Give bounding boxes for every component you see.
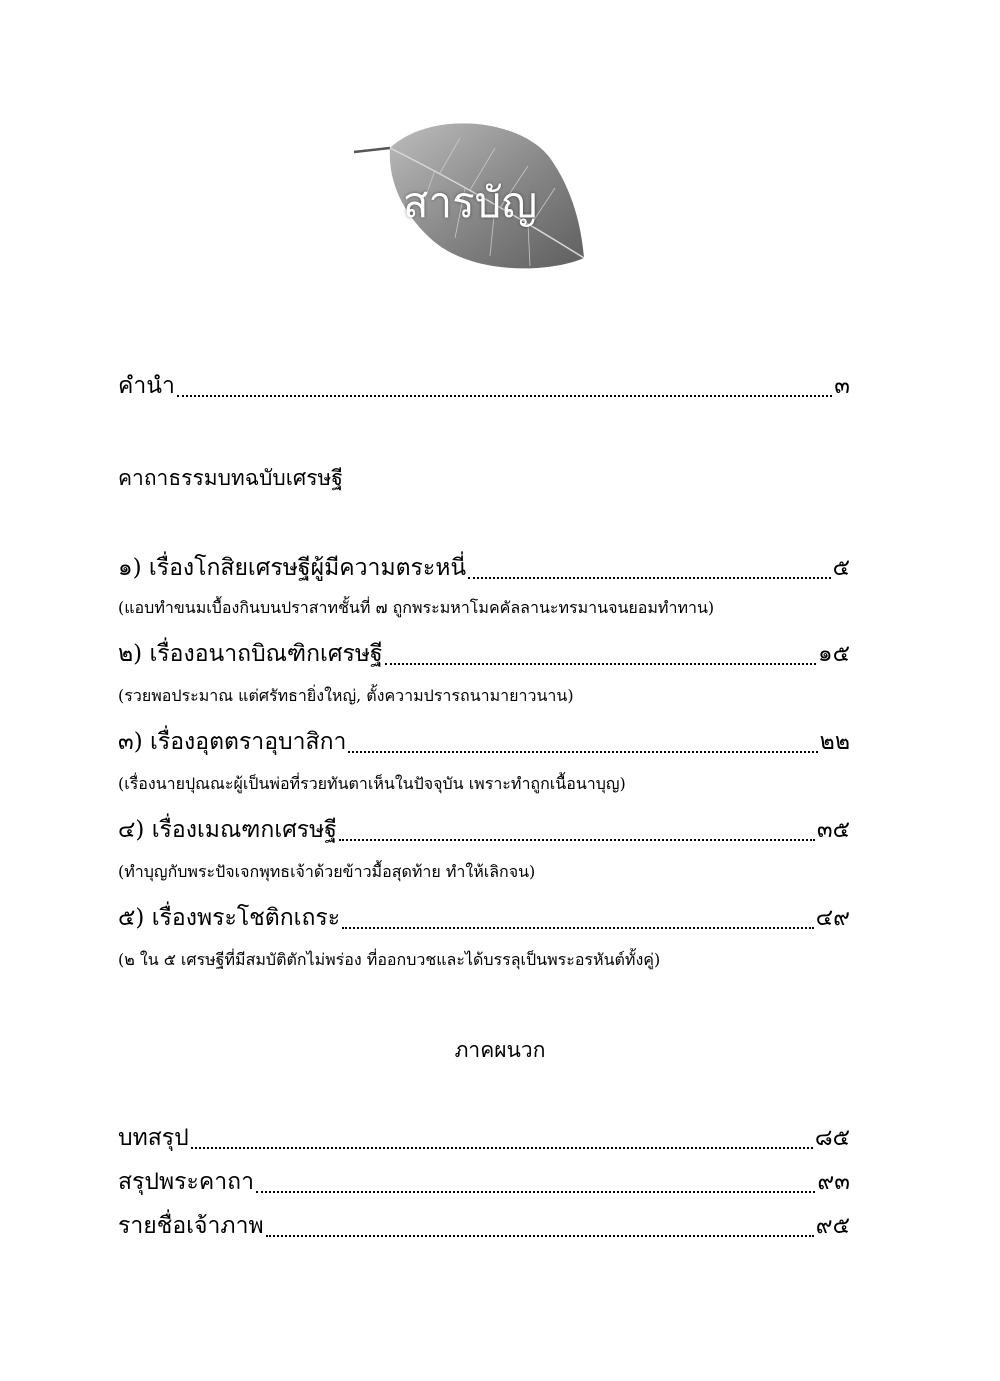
toc-page: ๑๕ xyxy=(817,641,850,667)
toc-label: รายชื่อเจ้าภาพ xyxy=(118,1213,264,1239)
toc-chapter-3[interactable] xyxy=(118,724,850,760)
toc-note-5: (๒ ใน ๕ เศรษฐีที่มีสมบัติตักไม่พร่อง ที่ออกบวชและได้บรรลุเป็นพระอรหันต์ทั้งคู่) xyxy=(118,950,661,969)
toc-chapter-2[interactable] xyxy=(118,636,850,672)
header-leaf xyxy=(350,118,590,278)
dot-leader xyxy=(266,1234,814,1237)
toc-label: ๔) เรื่องเมณฑกเศรษฐี xyxy=(118,817,337,843)
toc-note-3: (เรื่องนายปุณณะผู้เป็นพ่อที่รวยทันตาเห็นในปัจจุบัน เพราะทำถูกเนื้อนาบุญ) xyxy=(118,774,626,793)
dot-leader xyxy=(348,750,817,753)
toc-label: ๕) เรื่องพระโชติกเถระ xyxy=(118,905,341,931)
dot-leader xyxy=(468,576,830,579)
toc-chapter-4[interactable] xyxy=(118,812,850,848)
toc-page: ๒๒ xyxy=(819,729,850,755)
toc-page: ๓๕ xyxy=(816,817,850,843)
dot-leader xyxy=(385,662,816,665)
dot-leader xyxy=(339,838,815,841)
toc-note-4: (ทำบุญกับพระปัจเจกพุทธเจ้าด้วยข้าวมื้อสุดท้าย ทำให้เลิกจน) xyxy=(118,862,536,881)
toc-appendix-1[interactable] xyxy=(118,1120,850,1156)
toc-page: ๔๙ xyxy=(815,905,850,931)
toc-appendix-2[interactable] xyxy=(118,1164,850,1200)
toc-label: สรุปพระคาถา xyxy=(118,1169,255,1195)
dot-leader xyxy=(256,1190,815,1193)
toc-label: ๑) เรื่องโกสิยเศรษฐีผู้มีความตระหนี่ xyxy=(118,555,467,581)
toc-intro[interactable] xyxy=(118,368,850,404)
toc-chapter-5[interactable] xyxy=(118,900,850,936)
toc-page: ๕ xyxy=(832,555,850,581)
dot-leader xyxy=(191,1146,813,1149)
toc-appendix-3[interactable] xyxy=(118,1208,850,1244)
toc-page: ๘๕ xyxy=(814,1125,850,1151)
toc-label: ๒) เรื่องอนาถบิณฑิกเศรษฐี xyxy=(118,641,383,667)
page-title: สารบัญ xyxy=(402,178,538,227)
toc-note-1: (แอบทำขนมเบื้องกินบนปราสาทชั้นที่ ๗ ถูกพระมหาโมคคัลลานะทรมานจนยอมทำทาน) xyxy=(118,598,715,617)
toc-label: ๓) เรื่องอุตตราอุบาสิกา xyxy=(118,729,347,755)
toc-page: ๓ xyxy=(834,373,850,399)
toc-note-2: (รวยพอประมาณ แต่ศรัทธายิ่งใหญ่, ตั้งความปรารถนามายาวนาน) xyxy=(118,686,574,705)
toc-page: ๙๓ xyxy=(817,1169,850,1195)
toc-page: ๙๕ xyxy=(815,1213,850,1239)
toc-label: คำนำ xyxy=(118,373,175,399)
dot-leader xyxy=(177,394,832,397)
section-heading: คาถาธรรมบทฉบับเศรษฐี xyxy=(118,466,343,490)
toc-chapter-1[interactable] xyxy=(118,550,850,586)
toc-label: บทสรุป xyxy=(118,1125,189,1151)
dot-leader xyxy=(342,926,814,929)
appendix-heading: ภาคผนวก xyxy=(454,1038,546,1062)
